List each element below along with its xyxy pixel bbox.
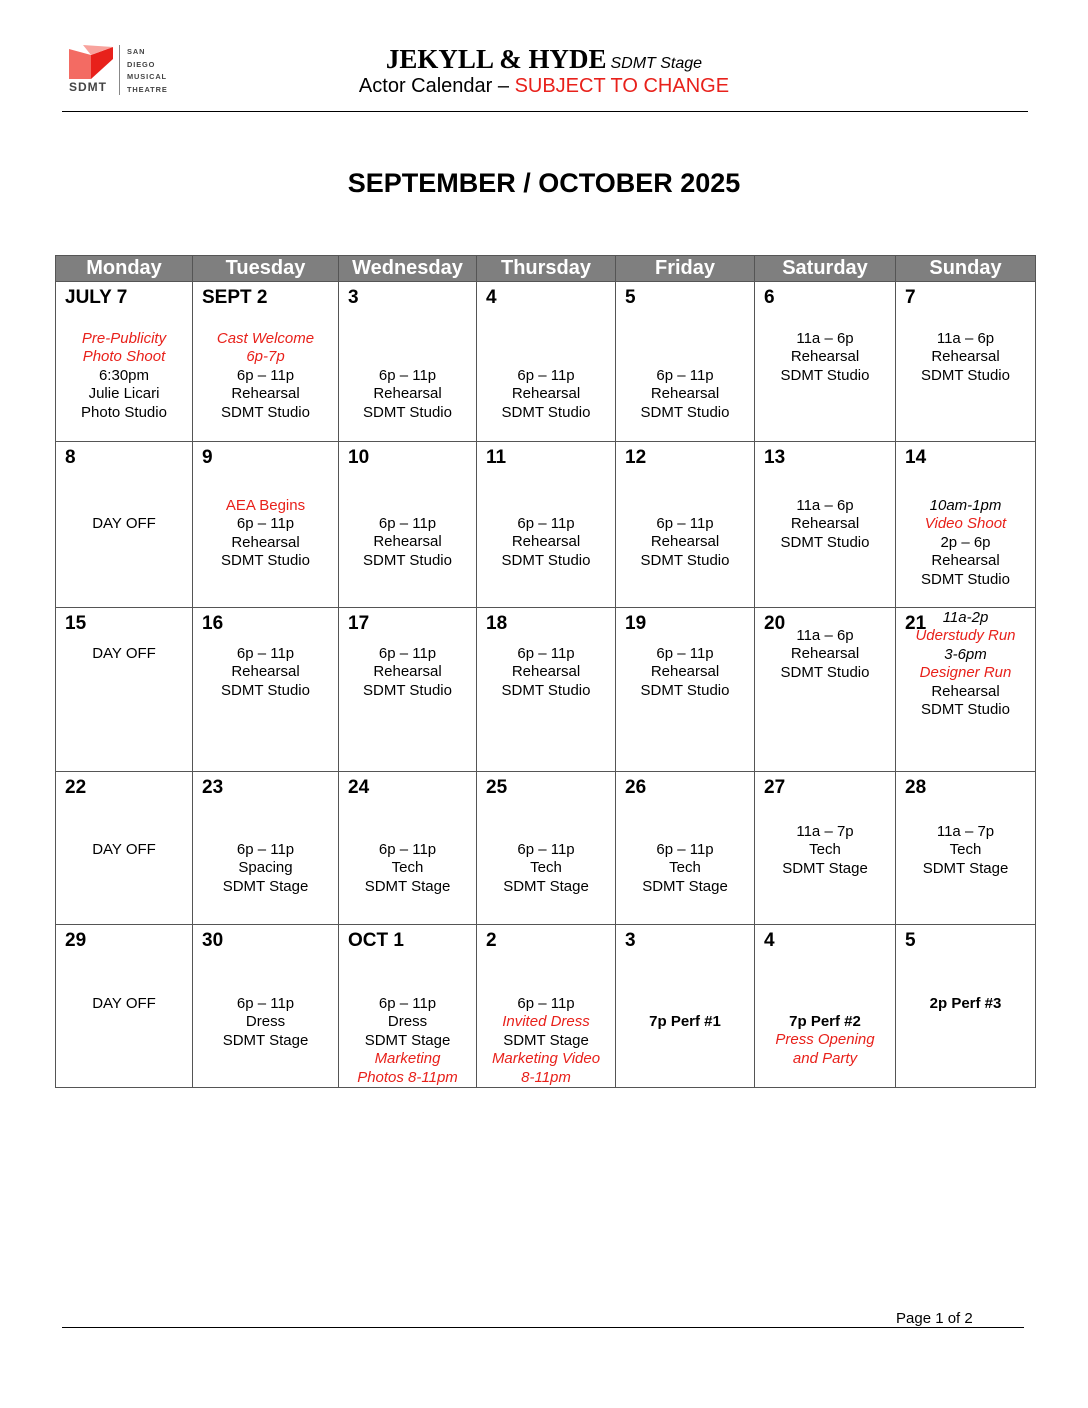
- day-number: 7: [905, 287, 916, 308]
- calendar-day-cell: [56, 925, 193, 1088]
- event-line: 6p – 11p: [236, 515, 295, 533]
- day-number: 26: [625, 777, 647, 798]
- day-events: [193, 995, 338, 1050]
- event-line: Rehearsal: [650, 533, 720, 551]
- event-line: 11a – 6p: [796, 497, 854, 514]
- day-events: [193, 645, 338, 700]
- event-line: 6p – 11p: [517, 995, 575, 1012]
- weekday-header-row: [56, 256, 1036, 282]
- day-number: 30: [202, 930, 224, 951]
- event-line: Tech: [530, 859, 562, 877]
- venue-label: SDMT Stage: [610, 55, 703, 72]
- calendar-day-cell: [616, 608, 755, 772]
- actor-calendar: [55, 255, 1036, 1088]
- event-line: SDMT Studio: [921, 366, 1010, 384]
- event-line: 6p – 11p: [517, 367, 575, 384]
- calendar-day-cell: [477, 925, 616, 1088]
- event-line: SDMT Studio: [501, 551, 591, 569]
- calendar-day-cell: [56, 772, 193, 925]
- event-line: SDMT Stage: [642, 877, 728, 895]
- event-line: SDMT Stage: [364, 1031, 451, 1049]
- day-events: [755, 823, 895, 878]
- day-events: [56, 995, 192, 1013]
- event-line: 6p-7p: [246, 348, 285, 366]
- page-number: Page 1 of 2: [896, 1310, 973, 1327]
- event-line: SDMT Studio: [363, 681, 452, 699]
- event-line: SDMT Studio: [780, 663, 870, 681]
- calendar-day-cell: [56, 442, 193, 608]
- event-line: Rehearsal: [511, 385, 581, 403]
- day-number: 14: [905, 447, 927, 468]
- calendar-day-cell: [477, 772, 616, 925]
- logo-word: SAN: [127, 47, 146, 56]
- event-line: SDMT Studio: [363, 403, 452, 421]
- event-line: SDMT Stage: [503, 1031, 589, 1049]
- calendar-day-cell: [339, 925, 477, 1088]
- event-line: Tech: [809, 841, 841, 859]
- day-number: 13: [764, 447, 786, 468]
- event-line: Rehearsal: [650, 385, 720, 403]
- calendar-day-cell: [896, 925, 1036, 1088]
- event-line: Rehearsal: [373, 533, 442, 551]
- calendar-day-cell: [616, 442, 755, 608]
- event-line: Cast Welcome: [216, 330, 315, 347]
- event-line: Rehearsal: [790, 645, 860, 663]
- day-number: 5: [625, 287, 636, 308]
- day-number: 28: [905, 777, 927, 798]
- event-line: SDMT Studio: [640, 681, 730, 699]
- event-line: SDMT Stage: [922, 859, 1009, 877]
- day-number: 9: [202, 447, 213, 468]
- day-events: [339, 645, 476, 700]
- show-title: JEKYLL & HYDE: [385, 44, 607, 74]
- day-events: [477, 995, 615, 1087]
- day-events: [56, 841, 192, 859]
- calendar-day-cell: [616, 772, 755, 925]
- day-number: 19: [625, 613, 647, 634]
- weekday-header: Monday: [56, 256, 193, 282]
- event-line: SDMT Studio: [363, 551, 452, 569]
- calendar-day-cell: [755, 442, 896, 608]
- event-line: DAY OFF: [92, 515, 156, 532]
- calendar-day-cell: [56, 608, 193, 772]
- day-events: [193, 497, 338, 571]
- day-events: [616, 515, 754, 570]
- event-line: SDMT Studio: [221, 403, 310, 421]
- event-line: Rehearsal: [511, 533, 581, 551]
- event-line: 6p – 11p: [656, 515, 714, 532]
- day-events: [755, 497, 895, 552]
- day-number: 29: [65, 930, 87, 951]
- event-line: 6p – 11p: [378, 367, 437, 384]
- calendar-day-cell: [896, 282, 1036, 442]
- event-line: SDMT Studio: [640, 551, 730, 569]
- event-line: 6p – 11p: [236, 995, 295, 1012]
- weekday-header: Tuesday: [193, 256, 339, 282]
- calendar-day-cell: [755, 925, 896, 1088]
- day-events: [477, 645, 615, 700]
- event-line: and Party: [792, 1049, 858, 1067]
- event-line: 6p – 11p: [236, 645, 295, 662]
- event-line: SDMT Studio: [921, 570, 1010, 588]
- event-line: SDMT Studio: [780, 533, 870, 551]
- day-number: 15: [65, 613, 87, 634]
- calendar-day-cell: [339, 282, 477, 442]
- event-line: Uderstudy Run: [915, 627, 1016, 645]
- day-number: SEPT 2: [202, 287, 268, 308]
- event-line: 7p Perf #2: [789, 1013, 861, 1030]
- day-number: 8: [65, 447, 76, 468]
- event-line: Dress: [245, 1013, 286, 1031]
- day-events: [339, 515, 476, 570]
- day-number: JULY 7: [65, 287, 128, 308]
- event-line: 6p – 11p: [236, 841, 295, 858]
- event-line: DAY OFF: [92, 841, 156, 858]
- calendar-day-cell: [193, 442, 339, 608]
- day-events: [477, 515, 615, 570]
- day-number: 12: [625, 447, 647, 468]
- event-line: Designer Run: [919, 664, 1012, 682]
- weekday-header: Wednesday: [339, 256, 477, 282]
- day-number: 6: [764, 287, 775, 308]
- day-number: 3: [348, 287, 359, 308]
- event-line: 6:30pm: [98, 366, 150, 384]
- event-line: 6p – 11p: [378, 995, 437, 1012]
- event-line: Marketing: [374, 1050, 441, 1068]
- day-events: [56, 515, 192, 533]
- day-number: 11: [486, 447, 507, 468]
- document-subtitle: [0, 75, 1088, 98]
- event-line: Rehearsal: [511, 663, 581, 681]
- calendar-day-cell: [339, 608, 477, 772]
- calendar-day-cell: [616, 925, 755, 1088]
- day-number: 21: [905, 613, 927, 634]
- subject-to-change-warning: SUBJECT TO CHANGE: [514, 75, 730, 97]
- event-line: AEA Begins: [225, 497, 306, 514]
- day-number: 4: [764, 930, 775, 951]
- event-line: 11a – 7p: [796, 823, 854, 840]
- event-line: 6p – 11p: [236, 366, 295, 384]
- day-events: [896, 330, 1035, 385]
- day-events: [755, 627, 895, 682]
- day-number: 4: [486, 287, 497, 308]
- day-number: 23: [202, 777, 224, 798]
- event-line: Julie Licari: [88, 385, 160, 403]
- event-line: Rehearsal: [231, 533, 300, 551]
- day-number: 16: [202, 613, 224, 634]
- logo-abbreviation: SDMT: [69, 80, 107, 94]
- day-number: 10: [348, 447, 370, 468]
- calendar-day-cell: [755, 282, 896, 442]
- day-events: [477, 367, 615, 422]
- calendar-day-cell: [896, 442, 1036, 608]
- calendar-week-row: [56, 282, 1036, 442]
- event-line: 11a – 6p: [936, 330, 995, 347]
- calendar-day-cell: [339, 772, 477, 925]
- event-line: Dress: [387, 1013, 428, 1031]
- event-line: Spacing: [238, 859, 293, 877]
- calendar-week-row: [56, 608, 1036, 772]
- calendar-day-cell: [896, 608, 1036, 772]
- day-number: 3: [625, 930, 636, 951]
- event-line: 6p – 11p: [517, 645, 575, 662]
- event-line: SDMT Studio: [501, 681, 591, 699]
- event-line: 6p – 11p: [517, 515, 575, 532]
- event-line: Pre-Publicity: [81, 330, 167, 347]
- weekday-header: Thursday: [477, 256, 616, 282]
- day-events: [56, 330, 192, 422]
- logo-word: MUSICAL: [127, 72, 167, 81]
- day-events: [755, 1013, 895, 1068]
- event-line: Rehearsal: [931, 348, 1000, 366]
- event-line: DAY OFF: [92, 995, 156, 1012]
- day-events: [616, 645, 754, 700]
- day-events: [896, 497, 1035, 589]
- event-line: 6p – 11p: [378, 841, 437, 858]
- event-line: 2p Perf #3: [929, 995, 1002, 1012]
- event-line: DAY OFF: [92, 645, 156, 662]
- event-line: SDMT Studio: [221, 681, 310, 699]
- event-line: 6p – 11p: [656, 645, 714, 662]
- day-number: 17: [348, 613, 370, 634]
- event-line: 8-11pm: [521, 1068, 571, 1086]
- event-line: 6p – 11p: [378, 515, 437, 532]
- footer-rule: [62, 1327, 1024, 1328]
- weekday-header: Friday: [616, 256, 755, 282]
- calendar-day-cell: [477, 282, 616, 442]
- calendar-day-cell: [616, 282, 755, 442]
- event-line: SDMT Stage: [782, 859, 868, 877]
- day-events: [56, 645, 192, 663]
- event-line: Marketing Video: [491, 1050, 601, 1068]
- day-events: [193, 330, 338, 422]
- event-line: SDMT Studio: [780, 366, 870, 384]
- event-line: 11a – 6p: [796, 330, 854, 347]
- calendar-day-cell: [755, 772, 896, 925]
- calendar-day-cell: [896, 772, 1036, 925]
- event-line: Tech: [391, 859, 424, 877]
- event-line: 6p – 11p: [378, 645, 437, 662]
- day-events: [193, 841, 338, 896]
- event-line: SDMT Studio: [640, 403, 730, 421]
- calendar-title: SEPTEMBER / OCTOBER 2025: [347, 168, 741, 198]
- event-line: Rehearsal: [790, 348, 860, 366]
- event-line: SDMT Stage: [503, 877, 589, 895]
- event-line: Press Opening: [775, 1031, 875, 1049]
- subtitle-text: Actor Calendar –: [358, 75, 515, 97]
- event-line: Rehearsal: [373, 663, 442, 681]
- day-number: 27: [764, 777, 786, 798]
- day-events: [339, 995, 476, 1087]
- event-line: Invited Dress: [502, 1013, 590, 1031]
- document-header: [0, 44, 1088, 75]
- calendar-day-cell: [193, 925, 339, 1088]
- day-events: [339, 367, 476, 422]
- event-line: SDMT Studio: [501, 403, 591, 421]
- calendar-day-cell: [193, 608, 339, 772]
- event-line: 3-6pm: [944, 645, 987, 663]
- event-line: 10am-1pm: [929, 497, 1002, 514]
- event-line: 11a – 6p: [796, 627, 854, 644]
- day-events: [616, 367, 754, 422]
- calendar-day-cell: [193, 282, 339, 442]
- day-number: OCT 1: [348, 930, 404, 951]
- event-line: Rehearsal: [931, 552, 1000, 570]
- calendar-week-row: [56, 925, 1036, 1088]
- day-events: [755, 330, 895, 385]
- day-events: [896, 995, 1035, 1013]
- event-line: Photo Shoot: [82, 348, 166, 366]
- event-line: 11a-2p: [942, 609, 989, 626]
- event-line: Photo Studio: [81, 403, 167, 421]
- event-line: SDMT Studio: [221, 552, 310, 570]
- day-events: [477, 841, 615, 896]
- day-number: 22: [65, 777, 87, 798]
- weekday-header: Saturday: [755, 256, 896, 282]
- event-line: SDMT Stage: [222, 1031, 309, 1049]
- logo-word: DIEGO: [127, 59, 156, 69]
- event-line: 2p – 6p: [940, 533, 991, 551]
- event-line: Tech: [669, 859, 701, 877]
- event-line: 6p – 11p: [517, 841, 575, 858]
- day-number: 5: [905, 930, 916, 951]
- calendar-day-cell: [339, 442, 477, 608]
- event-line: Rehearsal: [231, 385, 300, 403]
- event-line: Rehearsal: [790, 515, 860, 533]
- event-line: Tech: [949, 841, 982, 859]
- calendar-day-cell: [193, 772, 339, 925]
- event-line: Rehearsal: [373, 385, 442, 403]
- calendar-day-cell: [477, 442, 616, 608]
- event-line: 6p – 11p: [656, 841, 714, 858]
- event-line: SDMT Stage: [222, 877, 309, 895]
- calendar-day-cell: [477, 608, 616, 772]
- day-events: [616, 841, 754, 896]
- event-line: 6p – 11p: [656, 367, 714, 384]
- day-number: 20: [764, 613, 786, 634]
- day-number: 24: [348, 777, 370, 798]
- calendar-day-cell: [755, 608, 896, 772]
- day-events: [339, 841, 476, 896]
- event-line: 11a – 7p: [936, 823, 995, 840]
- calendar-week-row: [56, 442, 1036, 608]
- day-events: [616, 1013, 754, 1031]
- day-events: [896, 609, 1035, 719]
- event-line: SDMT Stage: [364, 877, 451, 895]
- day-number: 18: [486, 613, 508, 634]
- event-line: Rehearsal: [231, 663, 300, 681]
- day-number: 2: [486, 930, 497, 951]
- event-line: 7p Perf #1: [649, 1013, 721, 1030]
- event-line: Video Shoot: [924, 515, 1007, 533]
- calendar-day-cell: [56, 282, 193, 442]
- weekday-header: Sunday: [896, 256, 1036, 282]
- event-line: Rehearsal: [931, 682, 1000, 700]
- header-rule: [62, 111, 1028, 112]
- event-line: SDMT Studio: [921, 701, 1010, 719]
- logo-word: THEATRE: [127, 84, 168, 94]
- event-line: Photos 8-11pm: [357, 1068, 458, 1086]
- day-number: 25: [486, 777, 508, 798]
- event-line: Rehearsal: [650, 663, 720, 681]
- calendar-week-row: [56, 772, 1036, 925]
- day-events: [896, 823, 1035, 878]
